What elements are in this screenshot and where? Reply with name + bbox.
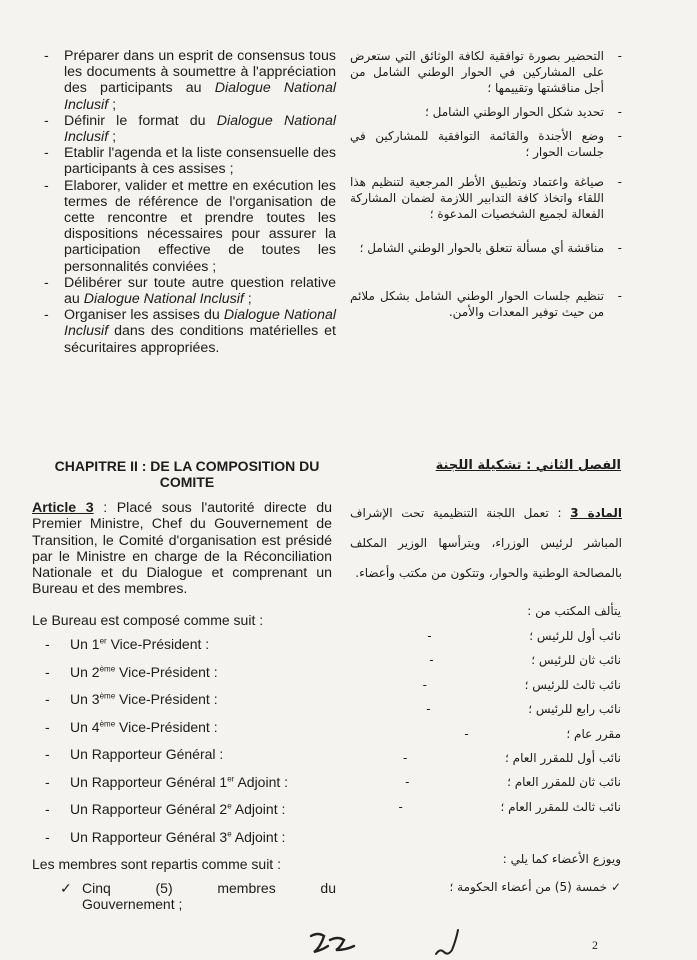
fr-list-text: Définir le format du xyxy=(64,112,217,129)
handwritten-initials-mark xyxy=(308,928,358,958)
bureau-item-post: Adjoint : xyxy=(231,801,286,817)
ordinal-suffix: e xyxy=(227,801,232,811)
bureau-item-post: Vice-Président : xyxy=(115,718,218,735)
bullet-dash: - xyxy=(45,801,50,817)
bullet-dash: - xyxy=(464,726,469,741)
page-number: 2 xyxy=(592,938,598,952)
bullet-dash: - xyxy=(617,289,622,303)
bureau-intro-fr: Le Bureau est composé comme suit : xyxy=(32,612,264,628)
bullet-dash: - xyxy=(617,175,622,189)
bureau-item-ar xyxy=(398,775,621,799)
bureau-item-pre: Un Rapporteur Général : xyxy=(70,746,224,762)
members-intro-fr: Les membres sont repartis comme suit : xyxy=(32,856,281,872)
fr-list-item xyxy=(38,275,336,307)
bureau-item-pre: Un 2 xyxy=(70,663,100,680)
bullet-dash: - xyxy=(44,145,49,162)
bureau-item-text xyxy=(70,801,285,817)
bureau-item-ar xyxy=(398,751,621,775)
bureau-item-fr xyxy=(45,801,288,829)
bullet-dash: - xyxy=(426,702,431,717)
bureau-item-text xyxy=(70,691,218,707)
handwritten-signature-mark xyxy=(428,926,468,960)
bureau-item-ar-text: نائب ثالث للرئيس ؛ xyxy=(524,677,621,692)
ar-list-text: تحديد شكل الحوار الوطني الشامل ؛ xyxy=(425,105,604,119)
bullet-dash: - xyxy=(44,307,49,324)
bullet-dash: - xyxy=(398,799,403,814)
bureau-item-fr xyxy=(45,691,288,719)
bullet-dash: - xyxy=(427,629,432,643)
fr-list-item xyxy=(38,145,336,177)
bullet-dash: - xyxy=(617,49,622,63)
members-item-fr-line1: Cinq (5) membres du xyxy=(82,880,336,896)
article-3-label-ar: المادة 3 xyxy=(570,506,622,520)
bullet-dash: - xyxy=(44,177,49,194)
bureau-item-post: Vice-Président : xyxy=(115,691,218,707)
ordinal-suffix: e xyxy=(227,828,232,838)
ordinal-suffix: er xyxy=(99,636,107,646)
bullet-dash: - xyxy=(429,653,434,668)
fr-list-text: Elaborer, valider et mettre en exécution les termes de référence de l'organisation de cette rencontre et prendre toutes les dispositions nécessaires pour assurer la participation effective de toutes les personnalités conviées ; xyxy=(64,177,336,275)
ordinal-suffix: ème xyxy=(99,691,116,701)
bullet-dash: - xyxy=(403,750,408,765)
bureau-item-ar-text: نائب رابع للرئيس ؛ xyxy=(528,702,621,717)
fr-list-text: ; xyxy=(243,291,252,308)
bullet-dash: - xyxy=(45,828,50,845)
fr-list-text: ; xyxy=(108,129,117,146)
fr-list-text: Délibérer sur toute autre question relative au xyxy=(64,274,336,308)
bullet-dash: - xyxy=(45,773,50,790)
members-item-ar-text: خمسة (5) من أعضاء الحكومة ؛ xyxy=(449,880,608,894)
article-3-fr xyxy=(32,500,332,598)
bullet-dash: - xyxy=(405,775,410,790)
bureau-item-pre: Un Rapporteur Général 1 xyxy=(70,773,228,790)
ar-list-item xyxy=(350,48,622,96)
fr-list-text: Etablir l'agenda et la liste consensuelle des participants à ces assises ; xyxy=(64,145,336,178)
bureau-item-ar-text: نائب أول للمقرر العام ؛ xyxy=(505,750,621,765)
ar-list-text: التحضير بصورة توافقية لكافة الوثائق التي ستعرض على المشاركين في الحوار الوطني الشامل من أجل مناقشتها وتقييمها ؛ xyxy=(350,49,604,95)
bureau-item-fr xyxy=(45,746,288,774)
ar-list-item xyxy=(350,288,622,320)
article-3-ar xyxy=(350,498,622,588)
fr-list-text: Dialogue National Inclusif xyxy=(64,307,336,340)
ordinal-suffix: er xyxy=(227,773,235,783)
bureau-item-fr xyxy=(45,664,288,692)
ar-list-item xyxy=(350,128,622,160)
fr-list-text: Organiser les assises du xyxy=(64,307,224,324)
bullet-dash: - xyxy=(617,241,622,255)
bureau-item-ar-text: نائب ثان للرئيس ؛ xyxy=(531,653,621,668)
ar-list-item xyxy=(350,104,622,120)
fr-list-item xyxy=(38,307,336,356)
bureau-item-ar xyxy=(398,702,621,726)
article-3-text-fr: : Placé sous l'autorité directe du Premier Ministre, Chef du Gouvernement de Transition, le Comité d'organisation est présidé par le Ministre en charge de la Réconciliation Nationale et du Dialogue et comprenant un Bureau et des membres. xyxy=(32,500,332,598)
bullet-dash: - xyxy=(45,746,50,762)
bullet-dash: - xyxy=(422,677,428,692)
ar-list-item xyxy=(350,174,622,222)
fr-list-text: dans des conditions matérielles et sécuritaires appropriées. xyxy=(64,323,336,356)
fr-list-item xyxy=(38,178,336,275)
bureau-item-fr xyxy=(45,636,288,664)
bureau-item-text xyxy=(70,746,223,762)
fr-list-text: Dialogue National Inclusif xyxy=(64,112,337,146)
ar-list-text: تنظيم جلسات الحوار الوطني الشامل بشكل ملائم من حيث توفير المعدات والأمن. xyxy=(350,289,604,319)
bullet-dash: - xyxy=(45,636,50,652)
fr-list-text: Préparer dans un esprit de consensus tous les documents à soumettre à l'appréciation des participants au xyxy=(64,48,336,97)
checkmark-icon: ✓ xyxy=(610,880,621,894)
bureau-item-text xyxy=(70,829,285,845)
ordinal-suffix: ème xyxy=(99,718,116,728)
bureau-item-text xyxy=(70,636,209,652)
bureau-item-post: Vice-Président : xyxy=(106,636,210,652)
fr-list-text: ; xyxy=(108,96,117,113)
ar-list-text: وضع الأجندة والقائمة التوافقية للمشاركين في جلسات الحوار ؛ xyxy=(350,129,604,159)
ar-list-text: مناقشة أي مسألة تتعلق بالحوار الوطني الشامل ؛ xyxy=(359,241,604,255)
members-item-fr-line2: Gouvernement ; xyxy=(82,896,183,912)
chapter-title-fr: CHAPITRE II : DE LA COMPOSITION DU COMITE xyxy=(54,458,320,490)
bullet-dash: - xyxy=(617,129,622,143)
bullet-dash: - xyxy=(617,105,622,119)
bureau-list-fr xyxy=(45,636,288,856)
bullet-dash: - xyxy=(45,691,50,707)
bureau-item-post: Vice-Président : xyxy=(115,663,218,680)
french-objectives-list xyxy=(38,48,336,356)
bullet-dash: - xyxy=(45,718,50,735)
bureau-item-pre: Un Rapporteur Général 3 xyxy=(70,828,228,845)
bureau-item-ar xyxy=(398,800,621,824)
members-item-ar xyxy=(450,880,621,894)
bureau-item-post: Adjoint : xyxy=(234,773,289,790)
ar-list-text: صياغة واعتماد وتطبيق الأطر المرجعية لتنظيم هذا اللقاء واتخاذ كافة التدابير اللازمة لضمان المشاركة الفعالة لجميع الشخصيات المدعوة ؛ xyxy=(350,175,604,221)
bureau-item-ar xyxy=(398,653,621,677)
bureau-item-post: Adjoint : xyxy=(231,828,286,845)
bureau-item-fr xyxy=(45,829,288,857)
bureau-intro-ar: يتألف المكتب من : xyxy=(527,604,621,618)
members-item-fr xyxy=(60,880,336,912)
bureau-item-text xyxy=(70,664,218,680)
fr-list-item xyxy=(38,113,336,145)
bureau-item-ar-text: نائب ثان للمقرر العام ؛ xyxy=(507,775,621,790)
article-3-label-fr: Article 3 xyxy=(32,500,94,516)
bureau-item-fr xyxy=(45,774,288,802)
ordinal-suffix: ème xyxy=(99,663,116,673)
fr-list-text: Dialogue National Inclusif xyxy=(83,291,244,308)
bureau-item-fr xyxy=(45,719,288,747)
fr-list-text: Dialogue National Inclusif xyxy=(64,80,336,113)
bureau-item-ar xyxy=(398,727,621,751)
bureau-item-ar-text: نائب أول للرئيس ؛ xyxy=(529,629,621,643)
bureau-item-pre: Un 4 xyxy=(70,718,100,735)
bullet-dash: - xyxy=(45,663,50,680)
bureau-item-ar-text: نائب ثالث للمقرر العام ؛ xyxy=(500,799,621,814)
bureau-item-ar-text: مقرر عام ؛ xyxy=(566,726,621,741)
bureau-item-pre: Un Rapporteur Général 2 xyxy=(70,801,228,817)
checkmark-icon: ✓ xyxy=(60,880,72,896)
chapter-title-ar: الفصل الثاني : تشكيلة اللجنة xyxy=(435,458,621,473)
bureau-item-text xyxy=(70,774,288,790)
bullet-dash: - xyxy=(44,48,49,64)
article-3-text-ar: : تعمل اللجنة التنظيمية تحت الإشراف المباشر لرئيس الوزراء، ويترأسها الوزير المكلف بالمصالحة الوطنية والحوار، وتتكون من مكتب وأعضاء. xyxy=(350,506,622,580)
bureau-item-text xyxy=(70,719,218,735)
ar-list-item xyxy=(350,240,622,256)
arabic-objectives-list xyxy=(350,48,622,320)
bureau-item-pre: Un 1 xyxy=(70,636,100,652)
bullet-dash: - xyxy=(44,112,49,129)
bureau-item-pre: Un 3 xyxy=(70,691,100,707)
bureau-item-ar xyxy=(398,629,621,653)
members-intro-ar: ويوزع الأعضاء كما يلي : xyxy=(502,852,621,866)
bureau-item-ar xyxy=(398,678,621,702)
bullet-dash: - xyxy=(44,274,49,291)
fr-list-item xyxy=(38,48,336,113)
bureau-list-ar xyxy=(398,629,621,824)
